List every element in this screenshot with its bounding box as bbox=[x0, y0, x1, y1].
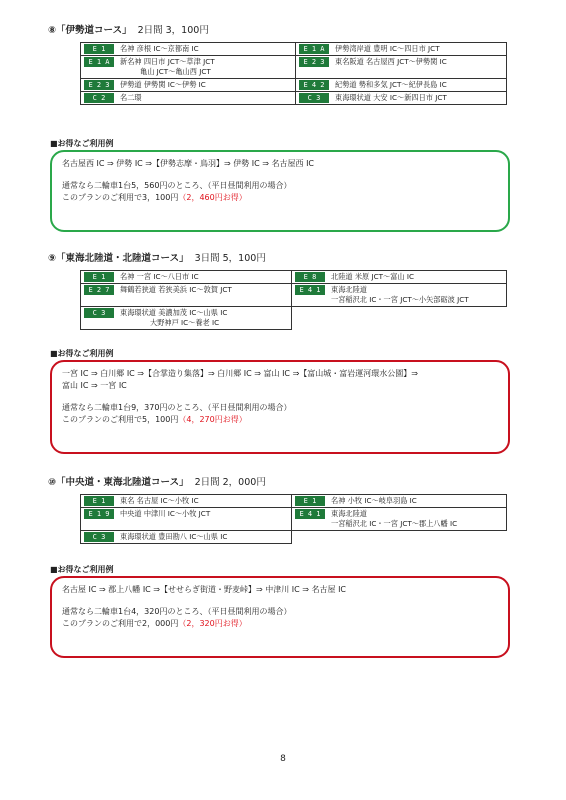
route-text bbox=[331, 496, 417, 506]
route-line: 名神 一宮 IC〜八日市 IC bbox=[120, 272, 199, 281]
example-route: 一宮 IC ⇒ 白川郷 IC ⇒【合掌造り集落】⇒ 白川郷 IC ⇒ 富山 IC ⇒【富山城・富岩運河環水公園】⇒ bbox=[62, 369, 418, 378]
table-row bbox=[81, 271, 507, 284]
route-cell bbox=[81, 271, 292, 284]
plan-price-line bbox=[62, 414, 498, 426]
normal-price-text: 通常なら二輪車1台5，560円のところ、（平日昼間利用の場合） bbox=[62, 181, 292, 190]
route-badge: E 2 3 bbox=[299, 57, 329, 67]
route-line: 伊勢道 伊勢関 IC〜伊勢 IC bbox=[120, 80, 206, 89]
example-label: ■お得なご利用例 bbox=[50, 139, 114, 148]
table-row bbox=[81, 92, 507, 105]
example-box bbox=[50, 576, 510, 658]
route-table bbox=[80, 270, 507, 330]
route-badge: E 1 bbox=[295, 496, 325, 506]
route-badge: E 1 A bbox=[299, 44, 329, 54]
route-cell bbox=[81, 56, 296, 79]
route-text bbox=[335, 57, 447, 67]
route-badge: C 3 bbox=[299, 93, 329, 103]
empty-cell bbox=[292, 531, 507, 544]
plan-price-text: このプランのご利用で5，100円 bbox=[62, 415, 179, 424]
route-cell bbox=[296, 43, 507, 56]
route-badge: E 2 7 bbox=[84, 285, 114, 295]
route-text bbox=[120, 272, 199, 282]
table-row bbox=[81, 79, 507, 92]
route-line: 東海環状道 美濃加茂 IC〜山県 IC bbox=[120, 308, 228, 317]
route-cell bbox=[81, 43, 296, 56]
course-meta: 2日間 2，000円 bbox=[194, 477, 266, 488]
route-line: 名二環 bbox=[120, 93, 142, 102]
course-heading bbox=[48, 22, 209, 36]
table-row bbox=[81, 284, 507, 307]
route-text bbox=[120, 285, 232, 295]
route-cell bbox=[292, 495, 507, 508]
course-heading bbox=[48, 474, 266, 488]
route-text bbox=[120, 44, 199, 54]
route-line: 東海北陸道 bbox=[331, 509, 367, 518]
route-line: 東海北陸道 bbox=[331, 285, 367, 294]
route-cell bbox=[292, 284, 507, 307]
savings-text: （4，270円お得） bbox=[178, 415, 247, 424]
empty-cell bbox=[292, 307, 507, 330]
route-text bbox=[120, 93, 142, 103]
route-text bbox=[120, 496, 199, 506]
route-table bbox=[80, 494, 507, 544]
example-label: ■お得なご利用例 bbox=[50, 349, 114, 358]
normal-price-text: 通常なら二輪車1台9，370円のところ、（平日昼間利用の場合） bbox=[62, 403, 292, 412]
route-cell bbox=[81, 284, 292, 307]
route-line: 東海環状道 豊田勘八 IC〜山県 IC bbox=[120, 532, 228, 541]
route-cell bbox=[296, 92, 507, 105]
route-line: 名神 彦根 IC〜京都南 IC bbox=[120, 44, 199, 53]
route-badge: C 3 bbox=[84, 308, 114, 318]
route-text bbox=[331, 285, 469, 305]
route-text bbox=[120, 80, 206, 90]
route-badge: E 1 bbox=[84, 496, 114, 506]
example-box bbox=[50, 360, 510, 454]
example-route: 富山 IC ⇒ 一宮 IC bbox=[62, 381, 127, 390]
table-row bbox=[81, 56, 507, 79]
plan-price-text: このプランのご利用で2，000円 bbox=[62, 619, 179, 628]
route-badge: E 2 3 bbox=[84, 80, 114, 90]
route-cell bbox=[296, 79, 507, 92]
course-section-9 bbox=[48, 250, 518, 450]
course-heading bbox=[48, 250, 266, 264]
route-line: 一宮稲沢北 IC・一宮 JCT〜郡上八幡 IC bbox=[331, 519, 458, 528]
route-line: 紀勢道 勢和多気 JCT〜紀伊長島 IC bbox=[335, 80, 447, 89]
route-line: 亀山 JCT〜亀山西 JCT bbox=[140, 67, 211, 76]
course-title: ⑨「東海北陸道・北陸道コース」 bbox=[48, 253, 189, 264]
route-line: 新名神 四日市 JCT〜草津 JCT bbox=[120, 57, 215, 66]
table-row bbox=[81, 508, 507, 531]
savings-text: （2，460円お得） bbox=[178, 193, 247, 202]
course-section-10 bbox=[48, 474, 518, 664]
table-row bbox=[81, 43, 507, 56]
page-number: 8 bbox=[280, 754, 286, 764]
route-badge: E 1 bbox=[84, 272, 114, 282]
route-cell bbox=[81, 79, 296, 92]
plan-price-line bbox=[62, 192, 498, 204]
table-row bbox=[81, 495, 507, 508]
table-row bbox=[81, 531, 507, 544]
savings-text: （2，320円お得） bbox=[178, 619, 247, 628]
route-text bbox=[120, 532, 227, 542]
route-badge: E 1 bbox=[84, 44, 114, 54]
route-cell bbox=[81, 495, 292, 508]
course-title: ⑧「伊勢道コース」 bbox=[48, 25, 132, 36]
route-cell bbox=[292, 508, 507, 531]
route-cell bbox=[81, 508, 292, 531]
route-text bbox=[335, 93, 447, 103]
route-badge: E 4 2 bbox=[299, 80, 329, 90]
route-table bbox=[80, 42, 507, 105]
example-route: 名古屋西 IC ⇒ 伊勢 IC ⇒【伊勢志摩・鳥羽】⇒ 伊勢 IC ⇒ 名古屋西 IC bbox=[62, 159, 315, 168]
course-meta: 2日間 3，100円 bbox=[137, 25, 209, 36]
route-badge: E 4 1 bbox=[295, 509, 325, 519]
route-badge: E 1 9 bbox=[84, 509, 114, 519]
route-badge: C 2 bbox=[84, 93, 114, 103]
route-line: 東名 名古屋 IC〜小牧 IC bbox=[120, 496, 199, 505]
route-line: 中央道 中津川 IC〜小牧 JCT bbox=[120, 509, 211, 518]
route-text bbox=[331, 509, 457, 529]
plan-price-text: このプランのご利用で3，100円 bbox=[62, 193, 179, 202]
route-line: 東名阪道 名古屋西 JCT〜伊勢関 IC bbox=[335, 57, 447, 66]
route-badge: E 1 A bbox=[84, 57, 114, 67]
route-cell bbox=[81, 92, 296, 105]
route-cell bbox=[81, 307, 292, 330]
example-box bbox=[50, 150, 510, 232]
route-text bbox=[120, 308, 227, 328]
normal-price-text: 通常なら二輪車1台4，320円のところ、（平日昼間利用の場合） bbox=[62, 607, 292, 616]
route-cell bbox=[296, 56, 507, 79]
route-line: 名神 小牧 IC〜岐阜羽島 IC bbox=[331, 496, 417, 505]
course-title: ⑩「中央道・東海北陸道コース」 bbox=[48, 477, 189, 488]
route-text bbox=[335, 44, 440, 54]
example-label: ■お得なご利用例 bbox=[50, 565, 114, 574]
route-text bbox=[335, 80, 447, 90]
course-meta: 3日間 5，100円 bbox=[194, 253, 266, 264]
route-text bbox=[120, 509, 210, 519]
route-line: 東海環状道 大安 IC〜新四日市 JCT bbox=[335, 93, 447, 102]
route-line: 伊勢湾岸道 豊明 IC〜四日市 JCT bbox=[335, 44, 440, 53]
route-text bbox=[331, 272, 414, 282]
route-line: 大野神戸 IC〜養老 IC bbox=[150, 318, 220, 327]
route-line: 舞鶴若狭道 若狭美浜 IC〜敦賀 JCT bbox=[120, 285, 232, 294]
route-line: 北陸道 米原 JCT〜富山 IC bbox=[331, 272, 415, 281]
table-row bbox=[81, 307, 507, 330]
route-line: 一宮稲沢北 IC・一宮 JCT〜小矢部砺波 JCT bbox=[331, 295, 469, 304]
route-cell bbox=[292, 271, 507, 284]
example-route: 名古屋 IC ⇒ 郡上八幡 IC ⇒【せせらぎ街道・野麦峠】⇒ 中津川 IC ⇒ 名古屋 IC bbox=[62, 585, 347, 594]
route-cell bbox=[81, 531, 292, 544]
route-text bbox=[120, 57, 215, 77]
route-badge: C 3 bbox=[84, 532, 114, 542]
course-section-8 bbox=[48, 22, 518, 232]
route-badge: E 8 bbox=[295, 272, 325, 282]
route-badge: E 4 1 bbox=[295, 285, 325, 295]
plan-price-line bbox=[62, 618, 498, 630]
